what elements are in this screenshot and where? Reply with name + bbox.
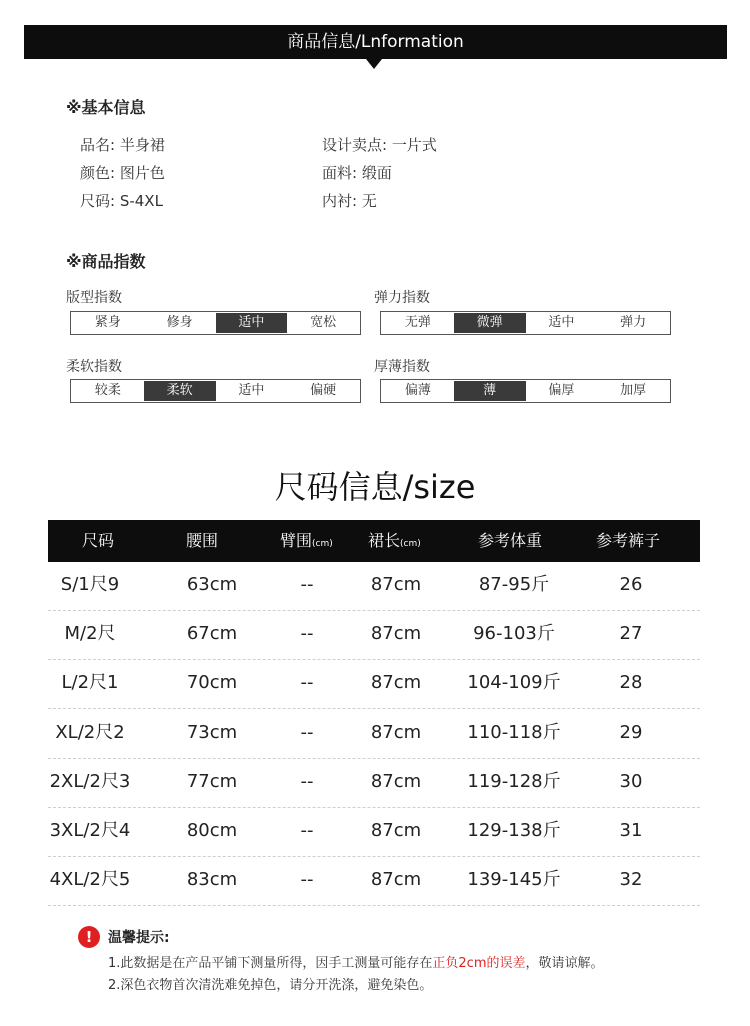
banner-title: 商品信息/Lnformation <box>287 32 464 52</box>
softness-option: 适中 <box>238 383 265 398</box>
thickness-index-label: 厚薄指数 <box>374 359 430 375</box>
cell-length: 87cm <box>370 869 422 891</box>
thickness-option: 加厚 <box>620 383 647 398</box>
notice-highlight: 正负2cm的误差 <box>432 956 526 971</box>
header-arm-label: 臂围 <box>280 531 313 550</box>
elastic-index-scale <box>380 311 671 335</box>
cell-pants: 30 <box>619 770 643 792</box>
cell-waist: 83cm <box>186 869 238 891</box>
cell-length: 87cm <box>370 820 422 841</box>
section-banner <box>24 25 727 59</box>
cell-length: 87cm <box>370 574 422 595</box>
thickness-option: 偏厚 <box>548 383 575 398</box>
cell-weight: 119-128斤 <box>467 770 561 792</box>
fit-index-scale <box>70 311 361 335</box>
notice-title: 温馨提示: <box>108 930 170 946</box>
notice-line-1 <box>108 952 604 971</box>
notice-line-1-text: 1.此数据是在产品平铺下测量所得，因手工测量可能存在 <box>108 956 433 971</box>
header-weight: 参考体重 <box>478 531 543 550</box>
fit-index-label: 版型指数 <box>66 290 122 306</box>
cell-waist: 63cm <box>186 574 238 595</box>
elastic-option: 适中 <box>548 315 575 330</box>
cell-size: 4XL/2尺5 <box>49 869 131 891</box>
banner-notch <box>366 59 382 69</box>
cell-size: 3XL/2尺4 <box>49 820 131 841</box>
cell-waist: 67cm <box>186 623 238 645</box>
table-row <box>48 857 700 906</box>
cell-size: 2XL/2尺3 <box>49 770 131 792</box>
info-color: 颜色: 图片色 <box>80 164 165 182</box>
header-length-unit: (cm) <box>400 539 421 549</box>
softness-index-label: 柔软指数 <box>66 359 122 375</box>
thickness-index-scale <box>380 379 671 403</box>
fit-option: 修身 <box>166 315 193 330</box>
fit-option: 宽松 <box>310 315 337 330</box>
table-row <box>48 611 700 660</box>
thickness-option: 偏薄 <box>404 383 431 398</box>
softness-option-selected: 柔软 <box>144 381 216 401</box>
header-waist: 腰围 <box>186 531 219 550</box>
header-length-label: 裙长 <box>368 531 401 550</box>
cell-size: S/1尺9 <box>60 574 120 595</box>
softness-option: 较柔 <box>94 383 121 398</box>
cell-weight: 139-145斤 <box>467 869 561 891</box>
cell-length: 87cm <box>370 672 422 694</box>
notice-line-1-end: ，敬请谅解。 <box>525 956 604 971</box>
elastic-option: 无弹 <box>404 315 431 330</box>
cell-arm: -- <box>300 770 314 792</box>
header-arm <box>280 520 333 562</box>
cell-arm: -- <box>300 869 314 891</box>
cell-arm: -- <box>300 623 314 645</box>
cell-waist: 70cm <box>186 672 238 694</box>
notice-line-2: 2.深色衣物首次清洗难免掉色，请分开洗涤，避免染色。 <box>108 978 433 993</box>
softness-index-scale <box>70 379 361 403</box>
cell-arm: -- <box>300 721 314 743</box>
elastic-index-label: 弹力指数 <box>374 290 430 306</box>
size-info-heading: 尺码信息/size <box>274 468 476 506</box>
table-row <box>48 562 700 611</box>
fit-option: 紧身 <box>94 315 121 330</box>
cell-length: 87cm <box>370 721 422 743</box>
table-row <box>48 660 700 709</box>
cell-pants: 32 <box>619 869 643 891</box>
cell-length: 87cm <box>370 623 422 645</box>
fit-option-selected: 适中 <box>216 313 288 333</box>
cell-pants: 26 <box>619 574 643 595</box>
table-row <box>48 710 700 759</box>
table-row <box>48 808 700 857</box>
info-size: 尺码: S-4XL <box>80 192 163 210</box>
cell-waist: 77cm <box>186 770 238 792</box>
cell-pants: 28 <box>619 672 643 694</box>
info-lining: 内衬: 无 <box>322 192 377 210</box>
cell-weight: 104-109斤 <box>467 672 561 694</box>
cell-size: XL/2尺2 <box>55 721 125 743</box>
header-size: 尺码 <box>82 531 115 550</box>
size-table-header <box>48 520 700 562</box>
basic-info-title: ※基本信息 <box>66 98 146 117</box>
info-name: 品名: 半身裙 <box>80 136 165 154</box>
cell-size: L/2尺1 <box>61 672 119 694</box>
cell-pants: 31 <box>619 820 643 841</box>
cell-size: M/2尺 <box>64 623 116 645</box>
cell-pants: 27 <box>619 623 643 645</box>
cell-weight: 96-103斤 <box>473 623 555 645</box>
cell-pants: 29 <box>619 721 643 743</box>
cell-weight: 110-118斤 <box>467 721 561 743</box>
cell-arm: -- <box>300 820 314 841</box>
cell-waist: 80cm <box>186 820 238 841</box>
cell-weight: 129-138斤 <box>467 820 561 841</box>
elastic-option: 弹力 <box>620 315 647 330</box>
cell-length: 87cm <box>370 770 422 792</box>
info-design: 设计卖点: 一片式 <box>322 136 437 154</box>
cell-arm: -- <box>300 574 314 595</box>
cell-waist: 73cm <box>186 721 238 743</box>
info-fabric: 面料: 缎面 <box>322 164 392 182</box>
cell-weight: 87-95斤 <box>478 574 550 595</box>
header-length <box>368 520 421 562</box>
thickness-option-selected: 薄 <box>454 381 526 401</box>
table-row <box>48 759 700 808</box>
header-pants: 参考裤子 <box>596 531 661 550</box>
cell-arm: -- <box>300 672 314 694</box>
header-arm-unit: (cm) <box>312 539 333 549</box>
softness-option: 偏硬 <box>310 383 337 398</box>
elastic-option-selected: 微弹 <box>454 313 526 333</box>
product-index-title: ※商品指数 <box>66 252 146 271</box>
exclamation-icon: ! <box>78 926 100 948</box>
